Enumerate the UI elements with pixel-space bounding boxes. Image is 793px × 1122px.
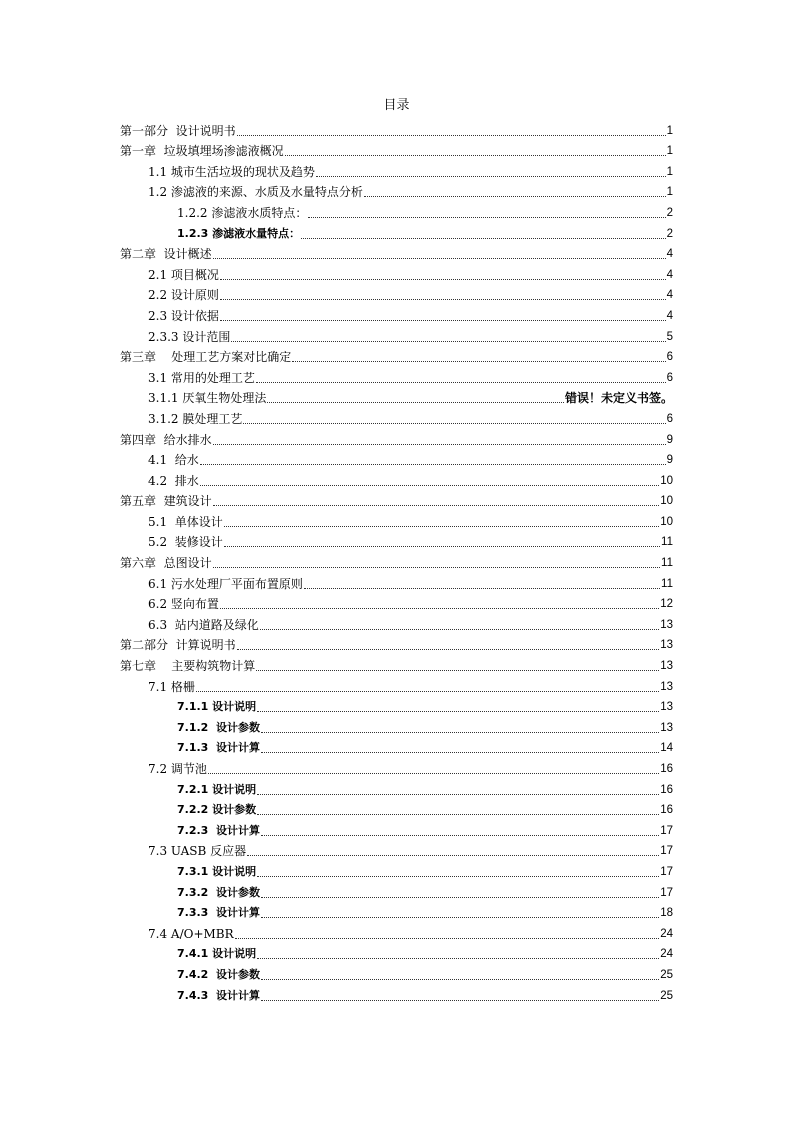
toc-dot-leader <box>243 423 665 424</box>
toc-dot-leader <box>220 320 666 321</box>
toc-dot-leader <box>260 629 659 630</box>
toc-entry-page-number: 18 <box>660 907 673 920</box>
toc-entry-page-number: 12 <box>660 598 673 611</box>
toc-entry[interactable] <box>120 901 673 922</box>
toc-dot-leader <box>261 732 659 733</box>
toc-entry-page-number: 9 <box>666 433 673 446</box>
toc-entry-label: 第二部分 计算说明书 <box>120 638 236 653</box>
toc-dot-leader <box>213 505 660 506</box>
toc-entry-page-number: 1 <box>666 165 673 178</box>
toc-entry-page-number: 11 <box>661 577 673 590</box>
toc-dot-leader <box>235 938 660 939</box>
toc-entry[interactable] <box>120 983 673 1004</box>
toc-entry[interactable] <box>120 283 673 304</box>
toc-entry-page-number: 4 <box>666 309 673 322</box>
toc-entry-page-number: 5 <box>666 330 673 343</box>
toc-entry[interactable] <box>120 509 673 530</box>
toc-entry[interactable] <box>120 345 673 366</box>
toc-entry-label: 7.4.1 设计说明 <box>177 947 257 961</box>
toc-entry-label: 第二章 设计概述 <box>120 247 212 262</box>
toc-entry-page-number: 25 <box>660 968 673 981</box>
toc-dot-leader <box>220 608 659 609</box>
toc-entry-page-number: 1 <box>666 145 673 158</box>
toc-dot-leader <box>224 526 659 527</box>
toc-entry-label: 7.4.3 设计计算 <box>177 988 260 1002</box>
toc-dot-leader <box>316 176 666 177</box>
toc-entry-label: 第五章 建筑设计 <box>120 494 212 509</box>
toc-entry-label: 5.2 装修设计 <box>148 535 223 550</box>
toc-entry-page-number: 13 <box>660 618 673 631</box>
toc-entry[interactable] <box>120 859 673 880</box>
toc-entry-page-number: 13 <box>660 721 673 734</box>
toc-dot-leader <box>213 567 660 568</box>
toc-dot-leader <box>213 258 666 259</box>
toc-entry-page-number: 17 <box>660 886 673 899</box>
toc-dot-leader <box>292 361 665 362</box>
toc-dot-leader <box>200 485 659 486</box>
toc-entry[interactable] <box>120 242 673 263</box>
toc-entry-page-number: 17 <box>660 865 673 878</box>
toc-entry[interactable] <box>120 386 673 407</box>
toc-dot-leader <box>220 279 666 280</box>
toc-entry-label: 2.2 设计原则 <box>148 288 219 303</box>
toc-entry-label: 3.1 常用的处理工艺 <box>148 370 255 385</box>
toc-entry-label: 7.4.2 设计参数 <box>177 967 260 981</box>
toc-dot-leader <box>308 217 665 218</box>
toc-entry[interactable] <box>120 777 673 798</box>
toc-entry[interactable] <box>120 448 673 469</box>
toc-entry[interactable] <box>120 139 673 160</box>
toc-entry-label: 第七章 主要构筑物计算 <box>120 659 256 674</box>
toc-entry[interactable] <box>120 550 673 571</box>
toc-entry[interactable] <box>120 695 673 716</box>
toc-entry[interactable] <box>120 200 673 221</box>
toc-entry[interactable] <box>120 303 673 324</box>
toc-entry-page-number: 4 <box>666 289 673 302</box>
toc-entry[interactable] <box>120 942 673 963</box>
toc-entry-label: 7.2.3 设计计算 <box>177 823 260 837</box>
toc-entry-page-number: 6 <box>666 351 673 364</box>
toc-dot-leader <box>247 855 659 856</box>
toc-dot-leader <box>267 402 564 403</box>
toc-entry-page-number: 13 <box>660 701 673 714</box>
toc-dot-leader <box>261 1000 659 1001</box>
toc-entry-label: 7.1.2 设计参数 <box>177 720 260 734</box>
toc-entry[interactable] <box>120 798 673 819</box>
toc-entry-page-number: 2 <box>666 227 673 240</box>
toc-entry[interactable] <box>120 962 673 983</box>
toc-title: 目录 <box>383 98 410 113</box>
toc-entry-page-number: 6 <box>666 412 673 425</box>
toc-entry[interactable] <box>120 324 673 345</box>
toc-entry-page-number: 11 <box>661 536 673 549</box>
toc-entry-label: 1.1 城市生活垃圾的现状及趋势 <box>148 164 315 179</box>
toc-entry-label: 2.3.3 设计范围 <box>148 329 231 344</box>
toc-entry-label: 7.2.1 设计说明 <box>177 782 257 796</box>
toc-entry-page-number: 24 <box>660 927 673 940</box>
toc-entry-page-number: 13 <box>660 660 673 673</box>
toc-dot-leader <box>257 958 659 959</box>
toc-entry-page-number: 16 <box>660 763 673 775</box>
toc-entry-page-number: 1 <box>666 186 673 199</box>
toc-entry-label: 第四章 给水排水 <box>120 432 212 447</box>
toc-entry-page-number: 14 <box>660 742 673 755</box>
toc-dot-leader <box>257 814 659 815</box>
toc-entry[interactable] <box>120 633 673 654</box>
toc-entry[interactable] <box>120 880 673 901</box>
toc-entry-label: 1.2.3 渗滤液水量特点： <box>177 226 301 240</box>
toc-entry-page-number: 16 <box>660 783 673 796</box>
toc-entry-page-number: 24 <box>660 948 673 961</box>
toc-entry-error-text: 错误！未定义书签。 <box>564 391 673 406</box>
toc-entry-label: 4.1 给水 <box>148 453 199 468</box>
toc-dot-leader <box>257 876 659 877</box>
toc-entry-page-number: 1 <box>666 124 673 137</box>
toc-dot-leader <box>261 897 659 898</box>
toc-entry-label: 4.2 排水 <box>148 473 199 488</box>
toc-entry[interactable] <box>120 180 673 201</box>
toc-entry-label: 5.1 单体设计 <box>148 514 223 529</box>
toc-entry-label: 7.1.3 设计计算 <box>177 741 260 755</box>
toc-entry[interactable] <box>120 612 673 633</box>
toc-entry-page-number: 16 <box>660 804 673 817</box>
table-of-contents <box>120 118 673 1004</box>
toc-entry-label: 7.1 格栅 <box>148 679 195 694</box>
toc-entry-label: 3.1.1 厌氧生物处理法 <box>148 391 267 406</box>
toc-dot-leader <box>220 299 666 300</box>
toc-entry[interactable] <box>120 839 673 860</box>
toc-entry-page-number: 4 <box>666 268 673 281</box>
toc-entry[interactable] <box>120 427 673 448</box>
toc-entry-page-number: 17 <box>660 845 673 858</box>
toc-entry-label: 7.1.1 设计说明 <box>177 700 257 714</box>
toc-dot-leader <box>285 155 666 156</box>
toc-entry-page-number: 11 <box>661 557 673 570</box>
toc-entry-page-number: 13 <box>660 680 673 693</box>
toc-entry-page-number: 9 <box>666 454 673 467</box>
toc-dot-leader <box>231 341 665 342</box>
toc-entry[interactable] <box>120 592 673 613</box>
toc-entry-page-number: 17 <box>660 824 673 837</box>
toc-dot-leader <box>261 835 659 836</box>
toc-entry[interactable] <box>120 468 673 489</box>
toc-dot-leader <box>196 691 659 692</box>
toc-entry[interactable] <box>120 406 673 427</box>
toc-dot-leader <box>257 794 659 795</box>
toc-entry[interactable] <box>120 653 673 674</box>
toc-entry-label: 7.2.2 设计参数 <box>177 803 257 817</box>
toc-entry-page-number: 10 <box>660 495 673 508</box>
toc-entry-label: 第三章 处理工艺方案对比确定 <box>120 350 292 365</box>
toc-entry-page-number: 10 <box>660 474 673 487</box>
toc-entry-label: 7.4 A/O+MBR <box>148 926 234 941</box>
toc-dot-leader <box>261 917 659 918</box>
toc-dot-leader <box>213 444 666 445</box>
toc-entry[interactable] <box>120 221 673 242</box>
toc-dot-leader <box>224 546 660 547</box>
toc-dot-leader <box>208 773 659 774</box>
toc-entry[interactable] <box>120 262 673 283</box>
toc-dot-leader <box>237 649 660 650</box>
toc-entry-label: 7.3 UASB 反应器 <box>148 844 247 859</box>
toc-entry[interactable] <box>120 736 673 757</box>
toc-entry-label: 1.2.2 渗滤液水质特点： <box>177 205 308 220</box>
toc-entry[interactable] <box>120 674 673 695</box>
toc-dot-leader <box>301 238 665 239</box>
toc-entry-label: 第一章 垃圾填埋场渗滤液概况 <box>120 144 284 159</box>
toc-entry-label: 6.2 竖向布置 <box>148 597 219 612</box>
toc-entry[interactable] <box>120 571 673 592</box>
toc-dot-leader <box>261 979 659 980</box>
toc-entry-label: 6.3 站内道路及绿化 <box>148 617 259 632</box>
toc-entry-page-number: 4 <box>666 248 673 261</box>
toc-dot-leader <box>261 752 659 753</box>
toc-dot-leader <box>257 711 659 712</box>
toc-entry-page-number: 13 <box>660 639 673 652</box>
toc-entry-label: 1.2 渗滤液的来源、水质及水量特点分析 <box>148 185 363 200</box>
toc-dot-leader <box>256 382 666 383</box>
toc-entry-page-number: 25 <box>660 989 673 1002</box>
toc-entry[interactable] <box>120 818 673 839</box>
toc-entry[interactable] <box>120 365 673 386</box>
toc-entry-label: 第六章 总图设计 <box>120 556 212 571</box>
toc-entry-label: 7.3.1 设计说明 <box>177 864 257 878</box>
toc-entry[interactable] <box>120 159 673 180</box>
toc-entry[interactable] <box>120 530 673 551</box>
toc-entry[interactable] <box>120 715 673 736</box>
toc-entry-label: 7.2 调节池 <box>148 762 207 776</box>
toc-entry-label: 2.1 项目概况 <box>148 267 219 282</box>
toc-entry-label: 3.1.2 膜处理工艺 <box>148 411 243 426</box>
toc-entry-label: 第一部分 设计说明书 <box>120 123 236 138</box>
toc-entry[interactable] <box>120 756 673 777</box>
toc-entry-page-number: 10 <box>660 515 673 528</box>
toc-entry[interactable] <box>120 118 673 139</box>
toc-dot-leader <box>200 464 666 465</box>
toc-entry-page-number: 2 <box>666 206 673 219</box>
toc-dot-leader <box>304 588 660 589</box>
toc-entry-label: 7.3.3 设计计算 <box>177 906 260 920</box>
toc-dot-leader <box>237 135 666 136</box>
toc-entry[interactable] <box>120 921 673 942</box>
toc-entry-label: 7.3.2 设计参数 <box>177 885 260 899</box>
toc-dot-leader <box>364 196 666 197</box>
toc-entry-label: 2.3 设计依据 <box>148 308 219 323</box>
toc-entry[interactable] <box>120 489 673 510</box>
toc-dot-leader <box>256 670 659 671</box>
toc-entry-page-number: 6 <box>666 371 673 384</box>
toc-entry-label: 6.1 污水处理厂平面布置原则 <box>148 576 303 591</box>
